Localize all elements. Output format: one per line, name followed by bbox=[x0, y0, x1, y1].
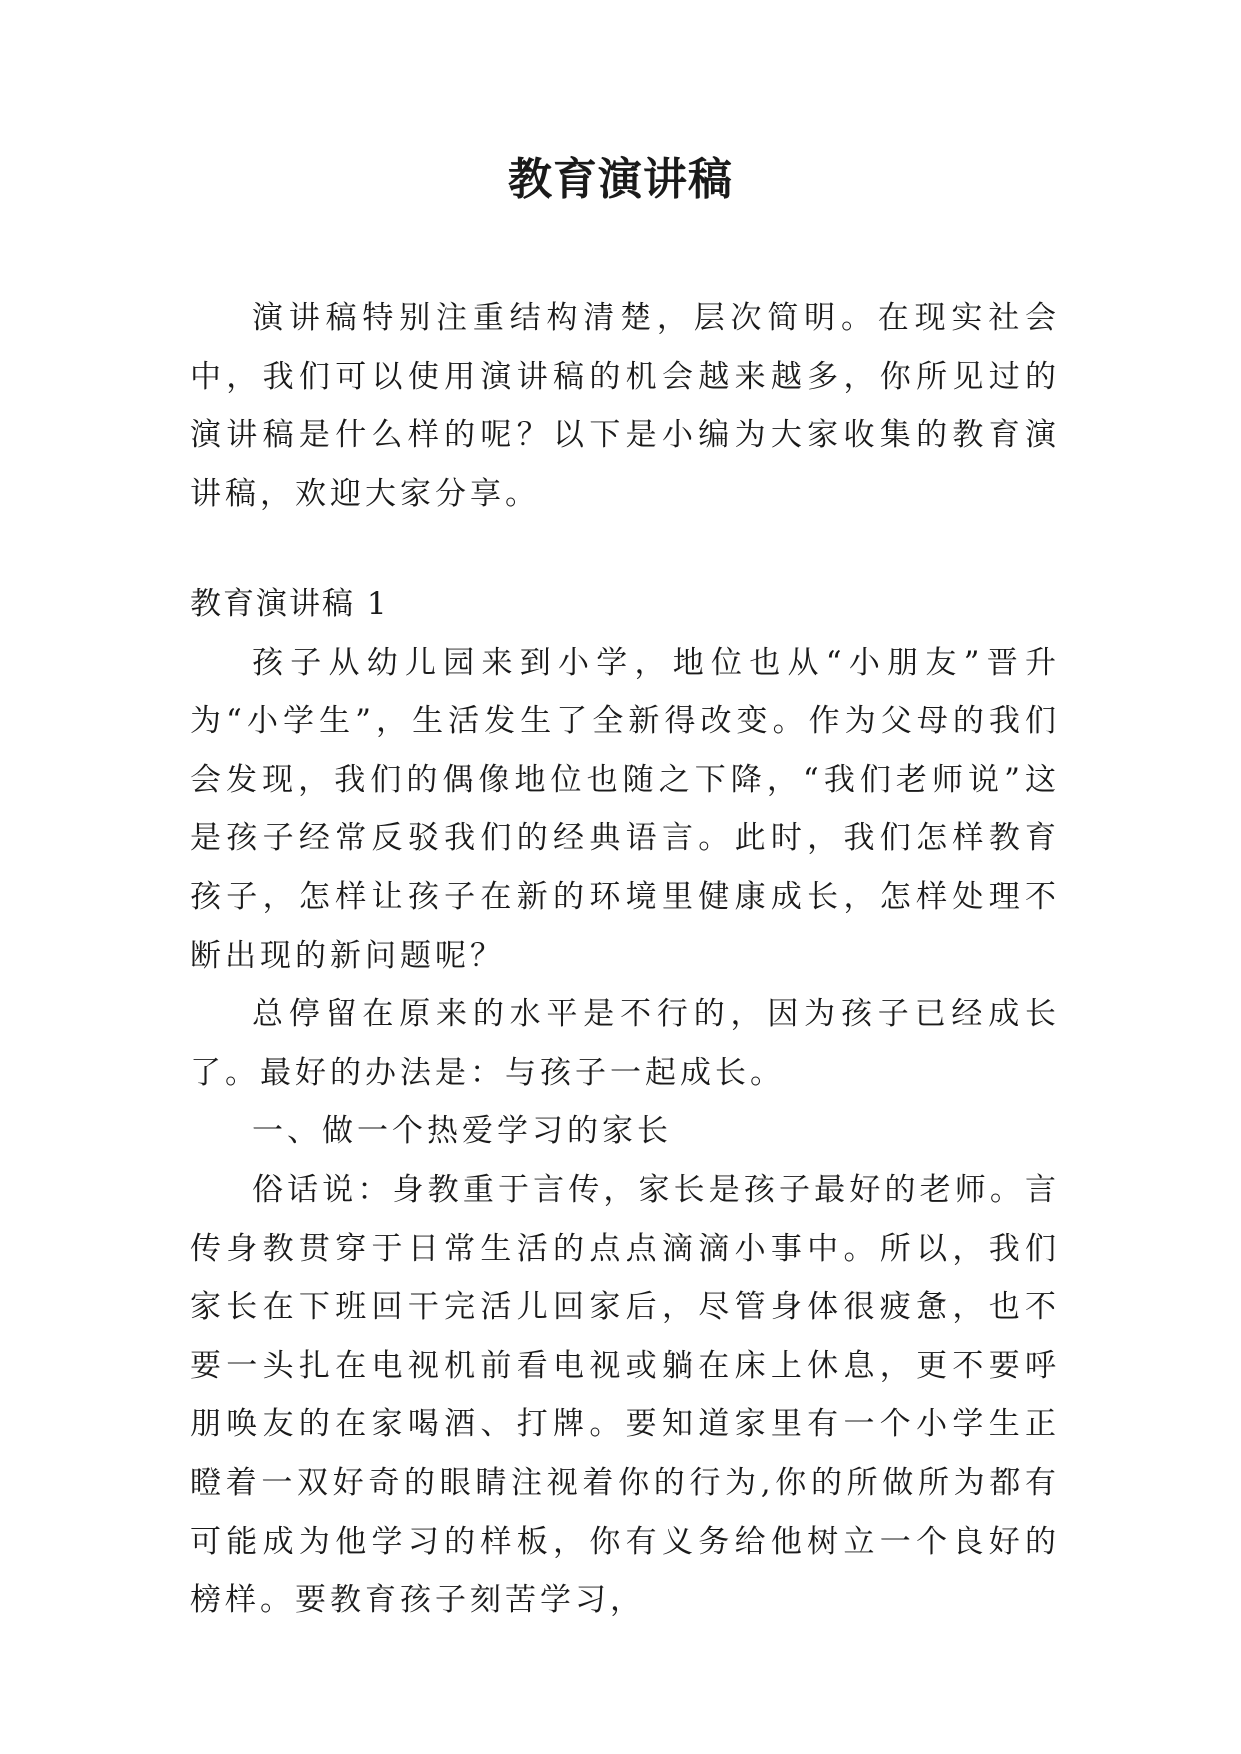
intro-block bbox=[190, 289, 1060, 523]
body-paragraph: 俗话说：身教重于言传，家长是孩子最好的老师。言传身教贯穿于日常生活的点点滴滴小事中。所以，我们家长在下班回干完活儿回家后，尽管身体很疲惫，也不要一头扎在电视机前看电视或躺在床上休息，更不要呼朋唤友的在家喝酒、打牌。要知道家里有一个小学生正瞪着一双好奇的眼睛注视着你的行为,你的所做所为都有可能成为他学习的样板，你有义务给他树立一个良好的榜样。要教育孩子刻苦学习， bbox=[190, 1171, 1060, 1619]
subheading-paragraph: 一、做一个热爱学习的家长 bbox=[252, 1113, 672, 1150]
body-paragraph: 总停留在原来的水平是不行的，因为孩子已经成长了。最好的办法是：与孩子一起成长。 bbox=[190, 996, 1060, 1091]
document-title: 教育演讲稿 bbox=[508, 154, 733, 205]
section-block bbox=[190, 575, 1060, 1630]
section-heading: 教育演讲稿 1 bbox=[190, 586, 389, 622]
intro-paragraph: 演讲稿特别注重结构清楚，层次简明。在现实社会中，我们可以使用演讲稿的机会越来越多，你所见过的演讲稿是什么样的呢？以下是小编为大家收集的教育演讲稿，欢迎大家分享。 bbox=[190, 300, 1060, 512]
body-paragraph: 孩子从幼儿园来到小学，地位也从“小朋友”晋升为“小学生”，生活发生了全新得改变。作为父母的我们会发现，我们的偶像地位也随之下降，“我们老师说”这是孩子经常反驳我们的经典语言。此时，我们怎样教育孩子，怎样让孩子在新的环境里健康成长，怎样处理不断出现的新问题呢？ bbox=[190, 644, 1060, 974]
